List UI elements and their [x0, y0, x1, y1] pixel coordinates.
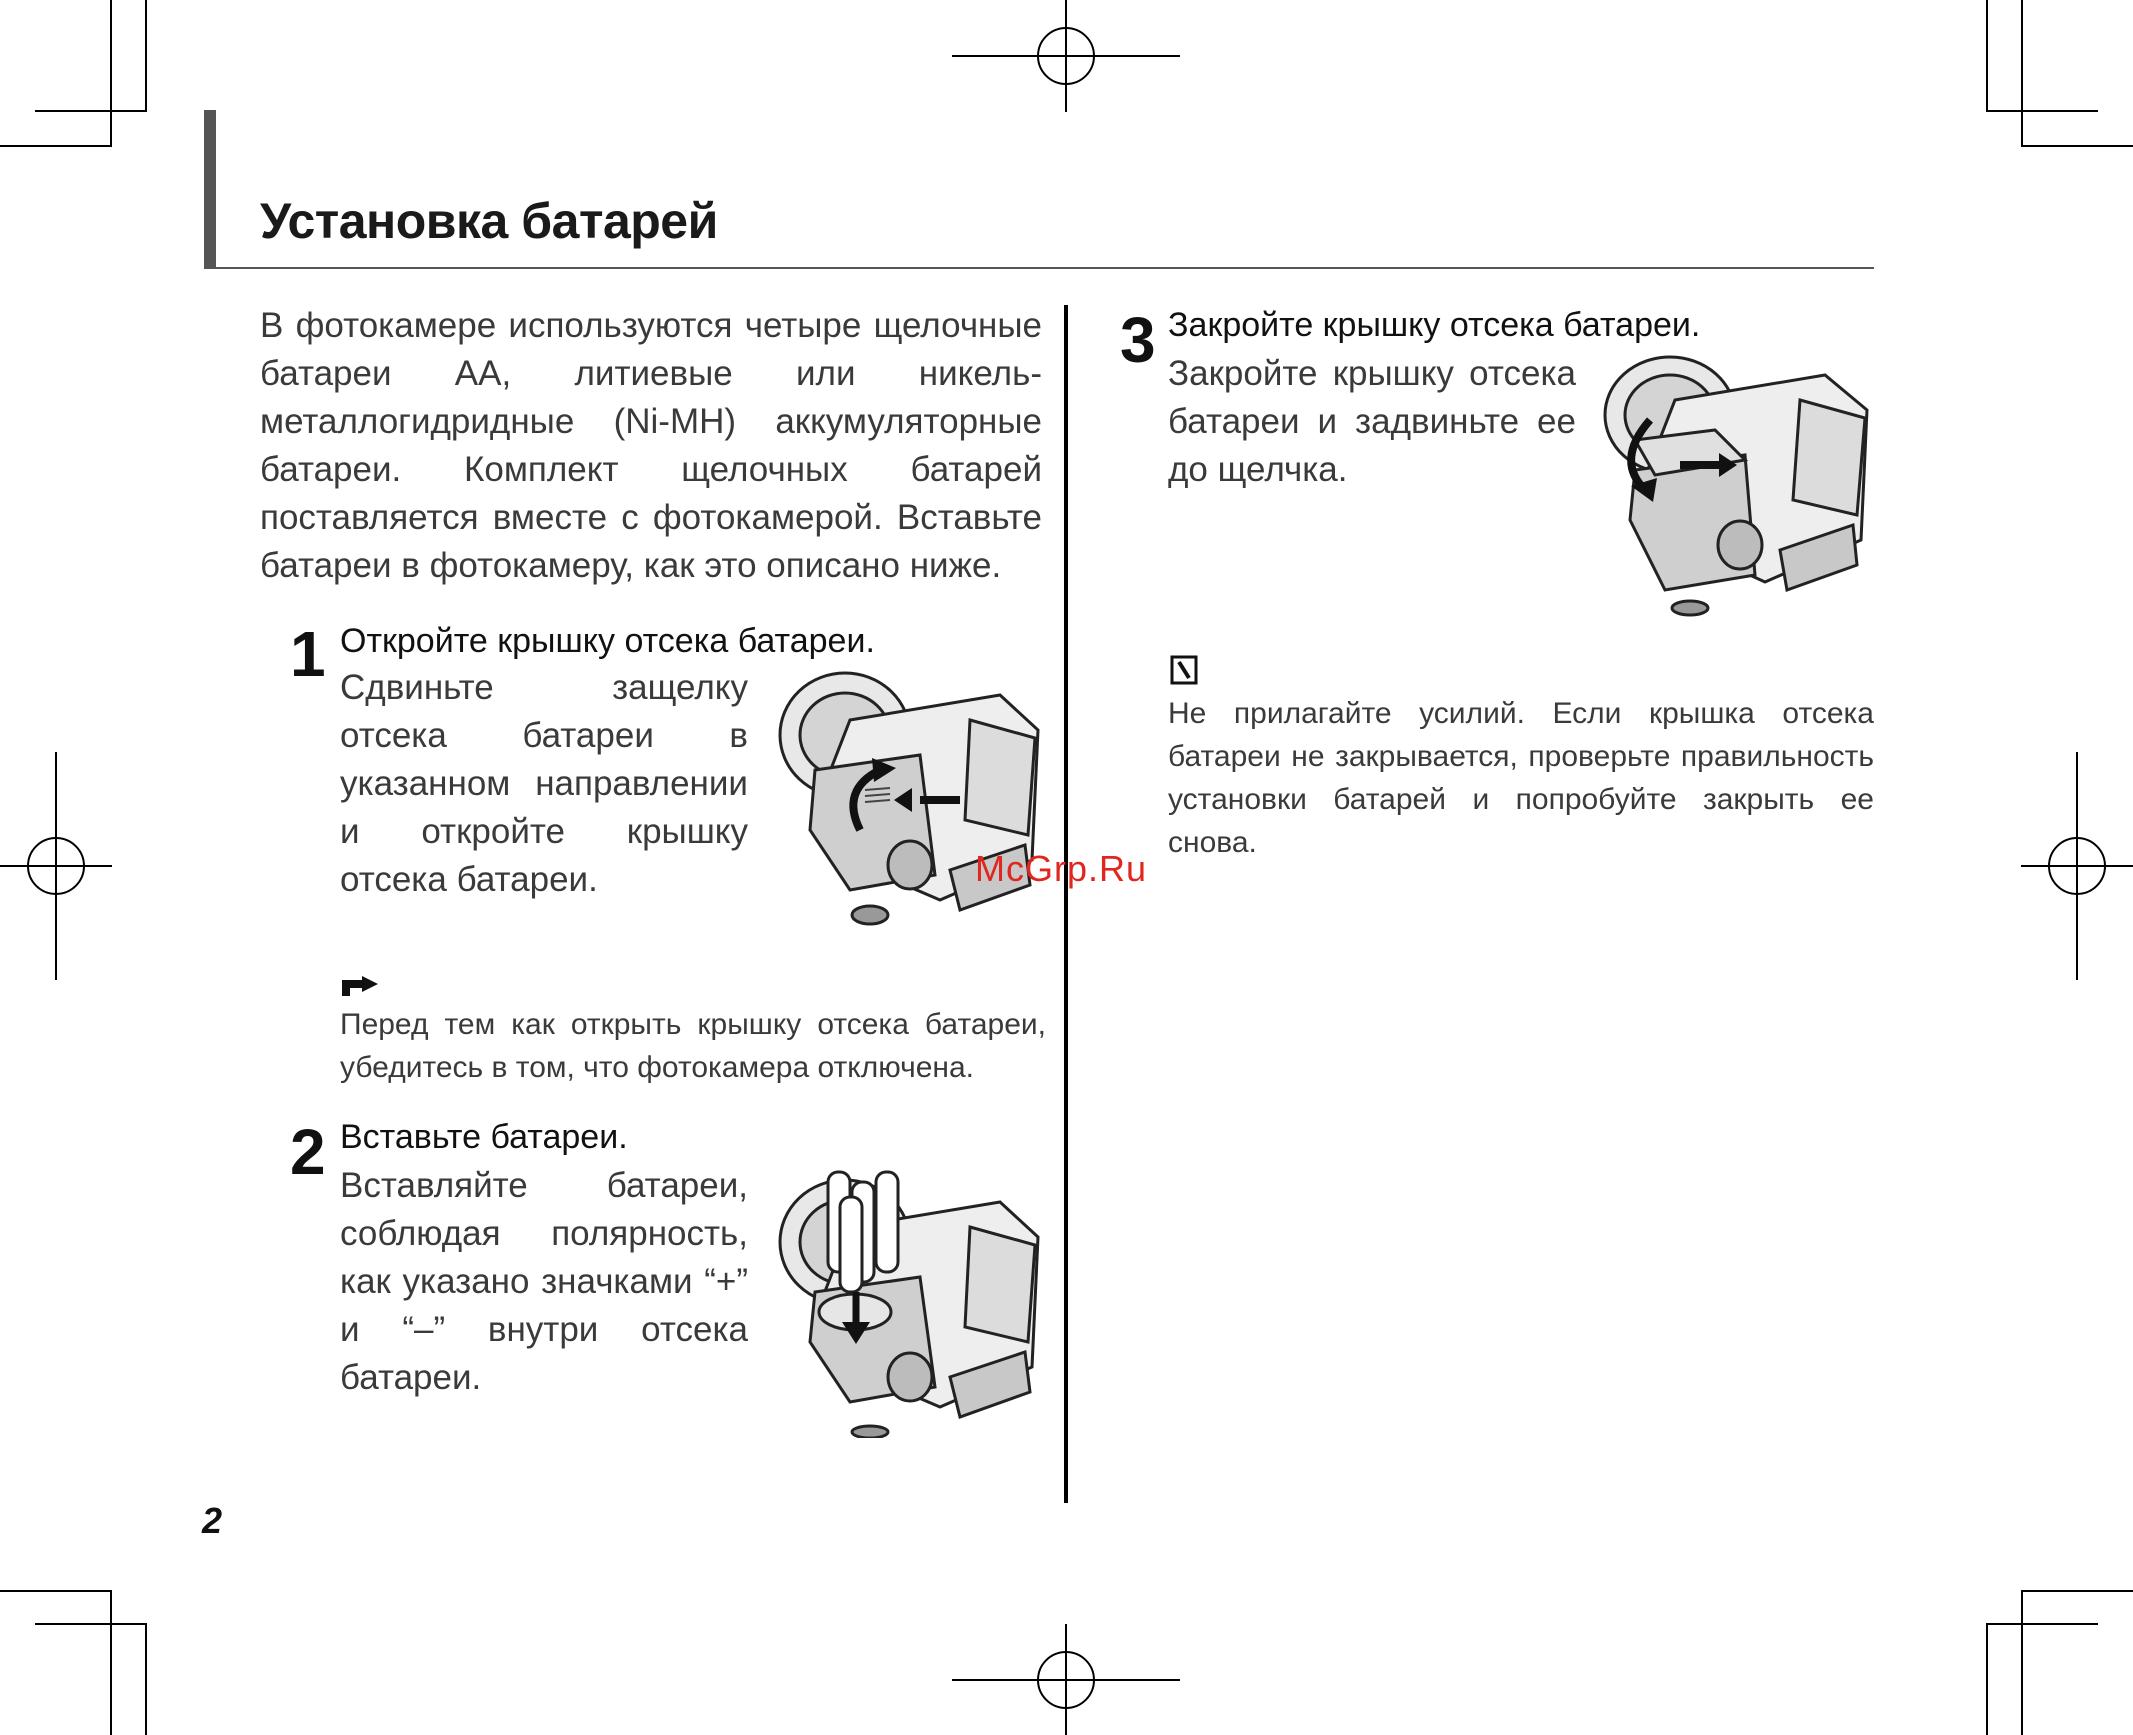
- step-1-body: Сдвиньте защелку отсека батареи в указанном направлении и откройте крышку отсека батареи.: [340, 668, 748, 899]
- step-3-body: Закройте крышку отсека батареи и задвиньте ее до щелчка.: [1168, 354, 1576, 489]
- step-2-number: 2: [290, 1116, 326, 1188]
- watermark: McGrp.Ru: [975, 848, 1148, 889]
- title-underline: [204, 267, 1874, 269]
- camera-insert-batteries-illustration: [770, 1162, 1046, 1438]
- step-3-number: 3: [1120, 304, 1156, 376]
- step-1-heading: Откройте крышку отсека батареи.: [340, 622, 875, 660]
- step-3-heading: Закройте крышку отсека батареи.: [1168, 306, 1701, 344]
- column-divider: [1064, 305, 1068, 1503]
- tip-note-text: Не прилагайте усилий. Если крышка отсека батареи не закрывается, проверьте правильность установки батарей и попробуйте закрыть ее снова.: [1168, 697, 1874, 859]
- page-title: Установка батарей: [260, 193, 718, 249]
- page-number: 2: [202, 1500, 223, 1541]
- pointing-hand-icon: [340, 970, 380, 998]
- camera-close-cover-illustration: [1595, 350, 1875, 620]
- title-accent-bar: [204, 110, 216, 268]
- step-2-body: Вставляйте батареи, соблюдая полярность, как указано значками “+” и “–” внутри отсека батареи.: [340, 1166, 748, 1397]
- caution-note-text: Перед тем как открыть крышку отсека батареи, убедитесь в том, что фотокамера отключена.: [340, 1008, 1046, 1084]
- intro-paragraph: В фотокамере используются четыре щелочные батареи AA, литиевые или никель-металлогидридные (Ni-MH) аккумуляторные батареи. Комплект щелочных батарей поставляется вместе с фотокамерой. Вставьте батареи в фотокамеру, как это описано ниже.: [260, 306, 1042, 585]
- step-2-heading: Вставьте батареи.: [340, 1118, 628, 1156]
- step-1-number: 1: [290, 618, 326, 690]
- pencil-note-icon: [1170, 655, 1198, 685]
